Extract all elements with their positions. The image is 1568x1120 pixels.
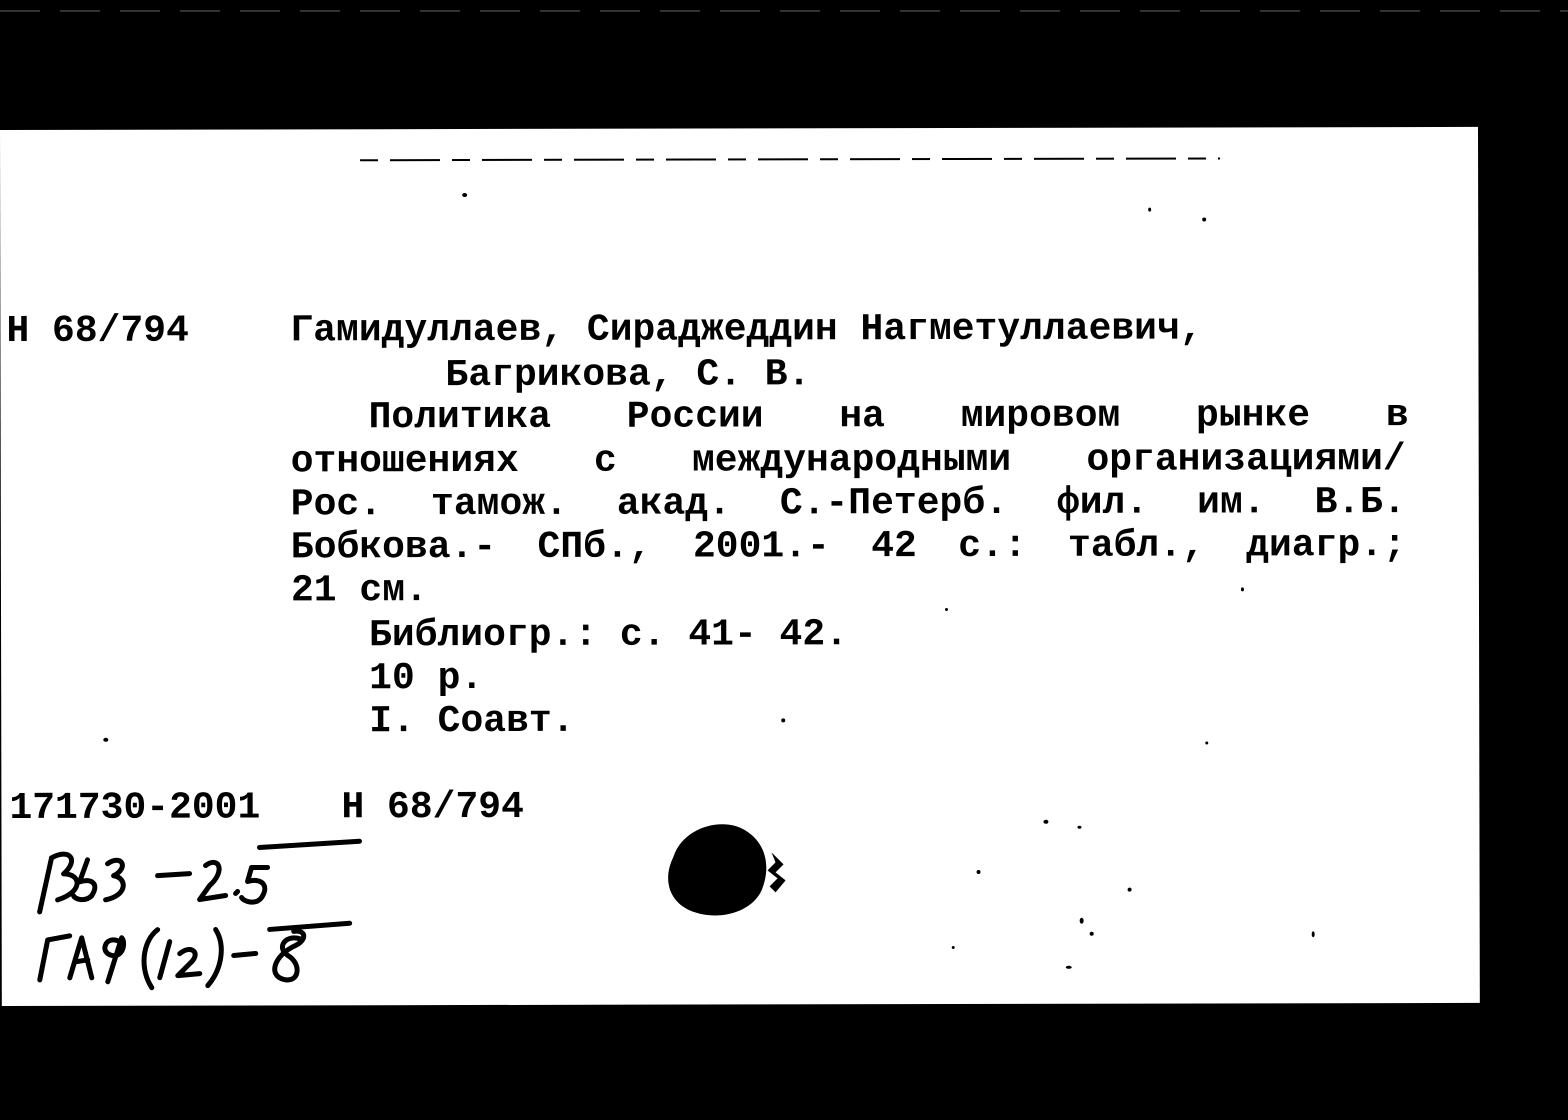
scan-speck bbox=[952, 946, 955, 949]
shelfmark-top: Н 68/794 bbox=[6, 309, 189, 353]
title-line-3: Рос. тамож. акад. С.-Петерб. фил. им. В.Б. bbox=[290, 481, 1406, 527]
scan-speck bbox=[1202, 217, 1206, 221]
scan-speck bbox=[1090, 932, 1094, 936]
scan-speck bbox=[781, 718, 785, 722]
title-line-2: отношениях с международными организациями/ bbox=[290, 438, 1406, 484]
added-entry-note: I. Соавт. bbox=[369, 699, 575, 744]
scan-edge-line bbox=[0, 10, 1568, 12]
top-rule-line bbox=[360, 157, 1220, 161]
scan-speck bbox=[1077, 826, 1081, 829]
catalog-card bbox=[0, 127, 1480, 1006]
accession-number: 171730-2001 bbox=[9, 786, 261, 830]
scan-speck bbox=[462, 193, 467, 197]
physical-size: 21 см. bbox=[290, 569, 428, 613]
scan-speck bbox=[1066, 966, 1072, 969]
scan-speck bbox=[1043, 820, 1048, 824]
handwritten-classification-signature bbox=[29, 829, 389, 1000]
author-heading: Гамидуллаев, Сираджеддин Нагметуллаевич, bbox=[290, 307, 1203, 353]
scan-speck bbox=[1241, 587, 1244, 591]
scan-speck bbox=[1128, 888, 1132, 892]
scan-speck bbox=[945, 608, 948, 611]
price-note: 10 р. bbox=[369, 656, 484, 701]
scan-speck bbox=[1148, 208, 1151, 212]
ink-stamp-blot bbox=[653, 816, 803, 926]
title-line-1: Политика России на мировом рынке в bbox=[368, 394, 1409, 440]
scan-speck bbox=[103, 738, 108, 742]
shelfmark-bottom: Н 68/794 bbox=[341, 785, 524, 830]
scan-speck bbox=[1205, 741, 1208, 744]
coauthor-line: Багрикова, С. В. bbox=[445, 353, 811, 398]
title-line-4: Бобкова.- СПб., 2001.- 42 с.: табл., диагр.; bbox=[290, 524, 1406, 570]
scan-speck bbox=[1080, 918, 1084, 924]
scan-speck bbox=[977, 870, 981, 874]
bibliography-note: Библиогр.: с. 41- 42. bbox=[369, 613, 848, 658]
scan-speck bbox=[1312, 931, 1315, 937]
